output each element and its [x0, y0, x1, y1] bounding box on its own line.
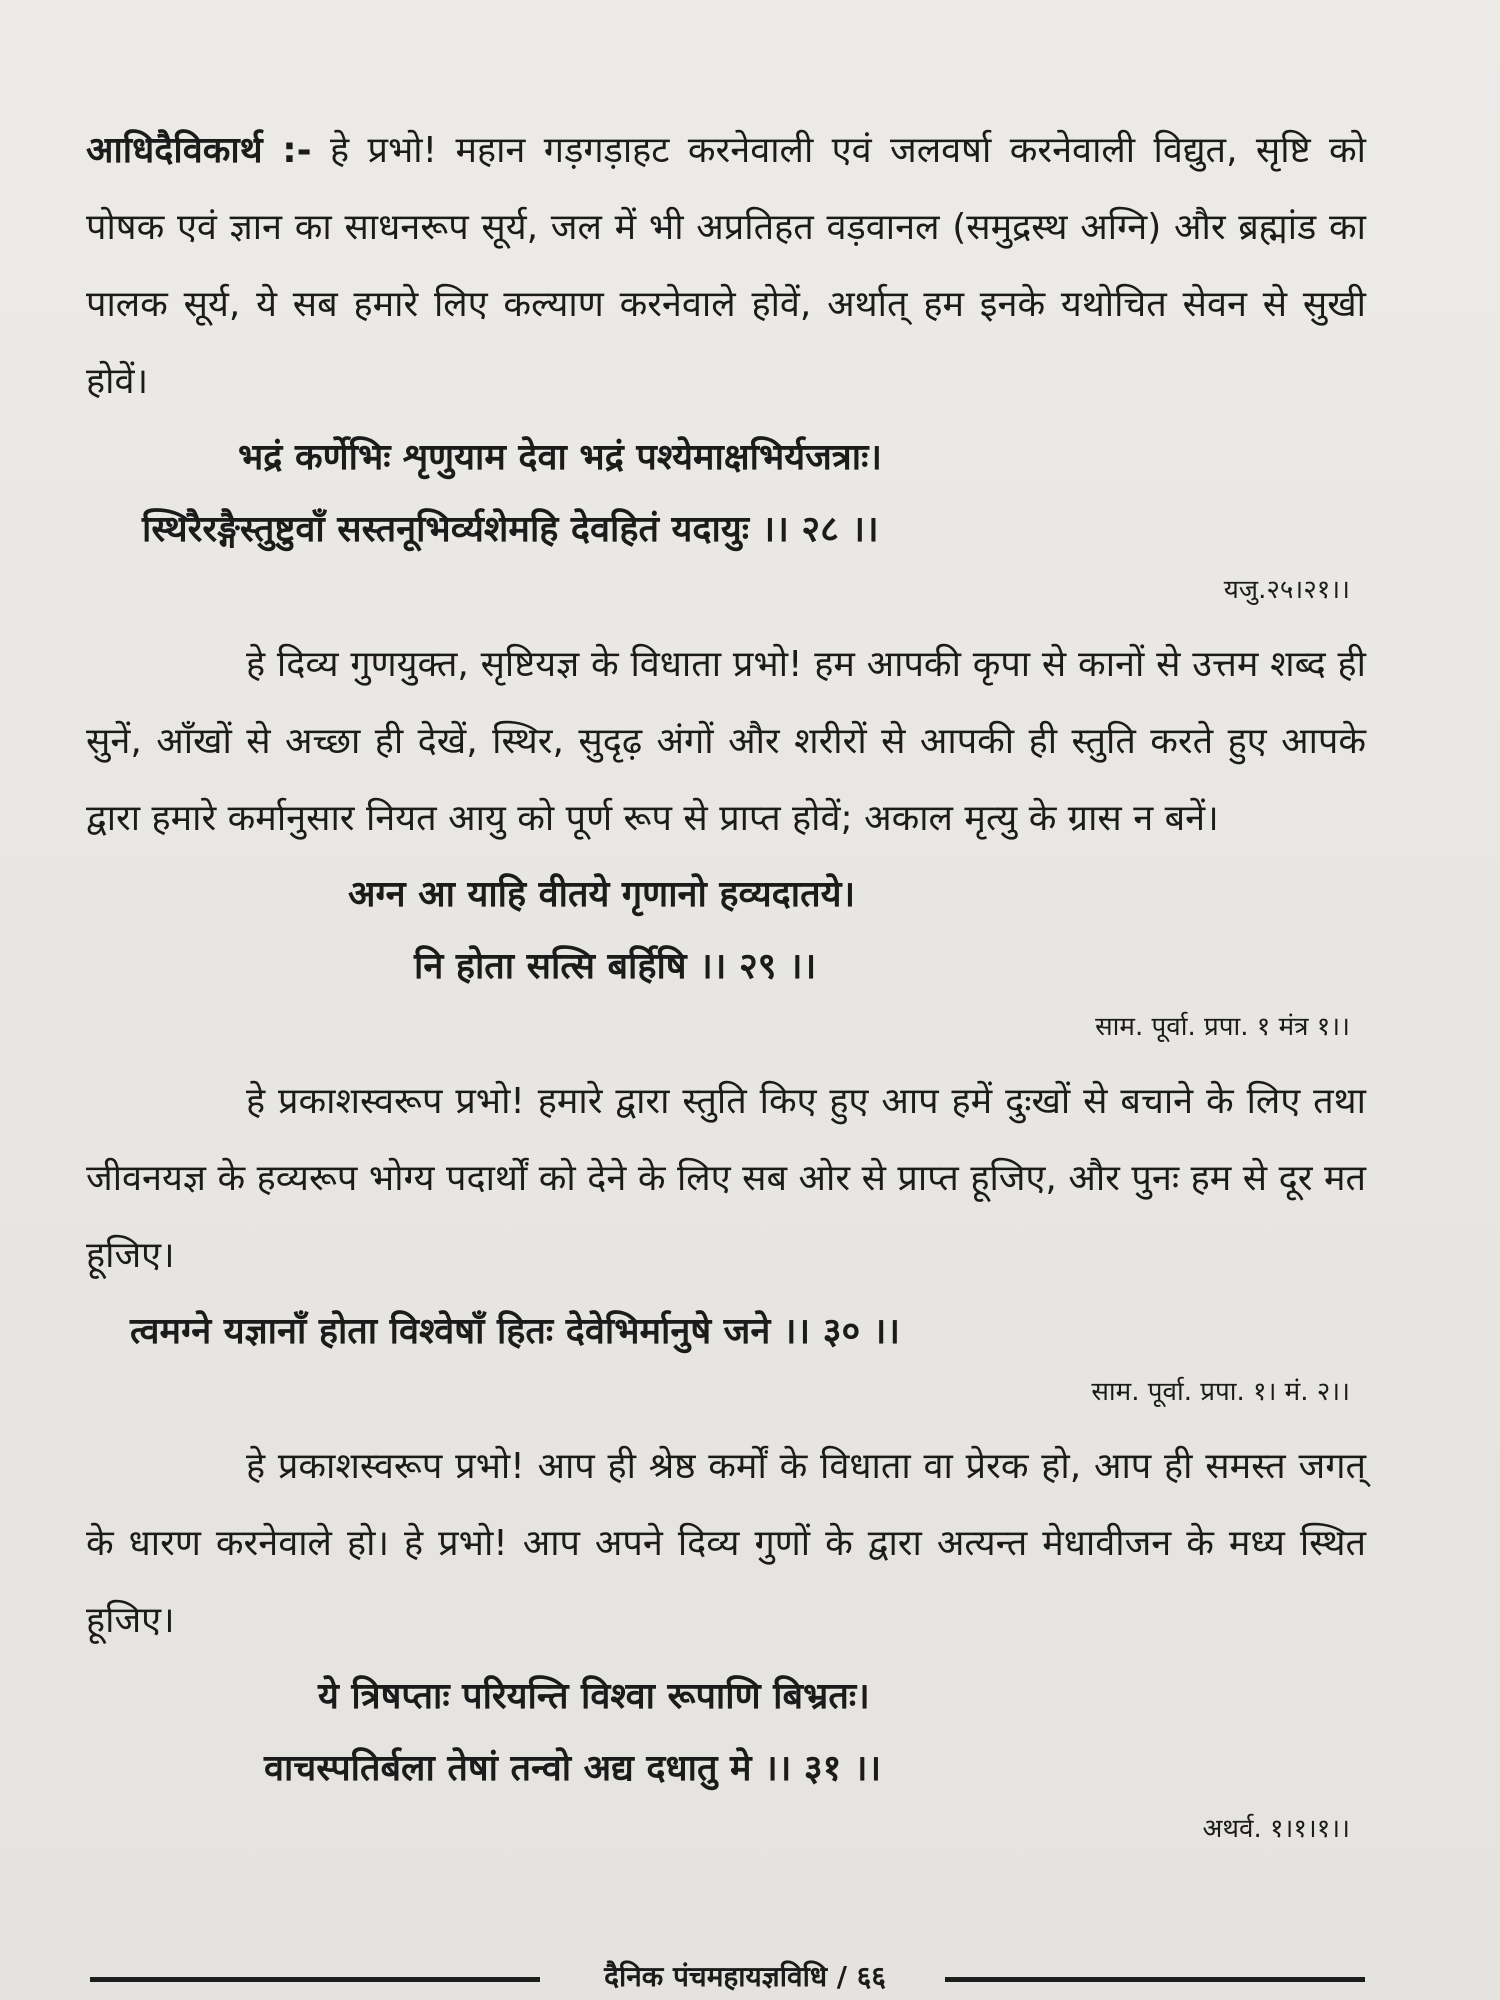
page-footer: [0, 1955, 1500, 1995]
verse-30: [86, 1296, 1366, 1368]
verse-28-reference: यजु.२५।२१।।: [1223, 575, 1350, 605]
footer-rule-left: [90, 1977, 540, 1982]
verse-31: [86, 1661, 1366, 1805]
page-content: [86, 112, 1366, 1865]
verse-28-line-2: स्थिरैरङ्गैस्तुष्टुवाँ सस्तनूभिर्व्यशेमहि देवहितं यदायुः ।। २८ ।।: [142, 509, 879, 550]
verse-30-reference: साम. पूर्वा. प्रपा. १। मं. २।।: [1091, 1377, 1350, 1407]
verse-30-line-1: त्वमग्ने यज्ञानाँ होता विश्वेषाँ हितः देवेभिर्मानुषे जने ।। ३० ।।: [130, 1311, 900, 1352]
paragraph-30-meaning: हे प्रकाशस्वरूप प्रभो! आप ही श्रेष्ठ कर्मों के विधाता वा प्रेरक हो, आप ही समस्त जगत् के धारण करनेवाले हो। हे प्रभो! आप अपने दिव्य गुणों के द्वारा अत्यन्त मेधावीजन के मध्य स्थित हूजिए।: [86, 1446, 1366, 1641]
verse-29-line-2: नि होता सत्सि बर्हिषि ।। २९ ।।: [414, 946, 817, 987]
paragraph-29-meaning: हे प्रकाशस्वरूप प्रभो! हमारे द्वारा स्तुति किए हुए आप हमें दुःखों से बचाने के लिए तथा जीवनयज्ञ के हव्यरूप भोग्य पदार्थों को देने के लिए सब ओर से प्राप्त हूजिए, और पुनः हम से दूर मत हूजिए।: [86, 1081, 1366, 1276]
footer-rule-right: [945, 1977, 1365, 1982]
verse-31-line-2: वाचस्पतिर्बला तेषां तन्वो अद्य दधातु मे ।। ३१ ।।: [264, 1748, 882, 1789]
footer-title-page-number: दैनिक पंचमहायज्ञविधि / ६६: [604, 1960, 886, 1993]
verse-28-line-1: भद्रं कर्णेभिः शृणुयाम देवा भद्रं पश्येमाक्षभिर्यजत्राः।: [238, 437, 882, 478]
paragraph-28-meaning: हे दिव्य गुणयुक्त, सृष्टियज्ञ के विधाता प्रभो! हम आपकी कृपा से कानों से उत्तम शब्द ही सुनें, आँखों से अच्छा ही देखें, स्थिर, सुदृढ़ अंगों और शरीरों से आपकी ही स्तुति करते हुए आपके द्वारा हमारे कर्मानुसार नियत आयु को पूर्ण रूप से प्राप्त होवें; अकाल मृत्यु के ग्रास न बनें।: [86, 644, 1366, 839]
verse-29-reference: साम. पूर्वा. प्रपा. १ मंत्र १।।: [1095, 1012, 1350, 1042]
verse-29: [86, 859, 1366, 1003]
paragraph-text: हे प्रभो! महान गड़गड़ाहट करनेवाली एवं जलवर्षा करनेवाली विद्युत, सृष्टि को पोषक एवं ज्ञान का साधनरूप सूर्य, जल में भी अप्रतिहत वड़वानल (समुद्रस्थ अग्नि) और ब्रह्मांड का पालक सूर्य, ये सब हमारे लिए कल्याण करनेवाले होवें, अर्थात् हम इनके यथोचित सेवन से सुखी होवें।: [86, 130, 1366, 402]
verse-28: [86, 422, 1366, 566]
verse-29-line-1: अग्न आ याहि वीतये गृणानो हव्यदातये।: [348, 874, 856, 915]
paragraph-adhidaivik: [86, 112, 1366, 420]
verse-31-reference: अथर्व. १।१।१।।: [1202, 1814, 1350, 1844]
verse-31-line-1: ये त्रिषप्ताः परियन्ति विश्वा रूपाणि बिभ्रतः।: [318, 1676, 870, 1717]
paragraph-lead-label: आधिदैविकार्थ :-: [86, 130, 312, 171]
